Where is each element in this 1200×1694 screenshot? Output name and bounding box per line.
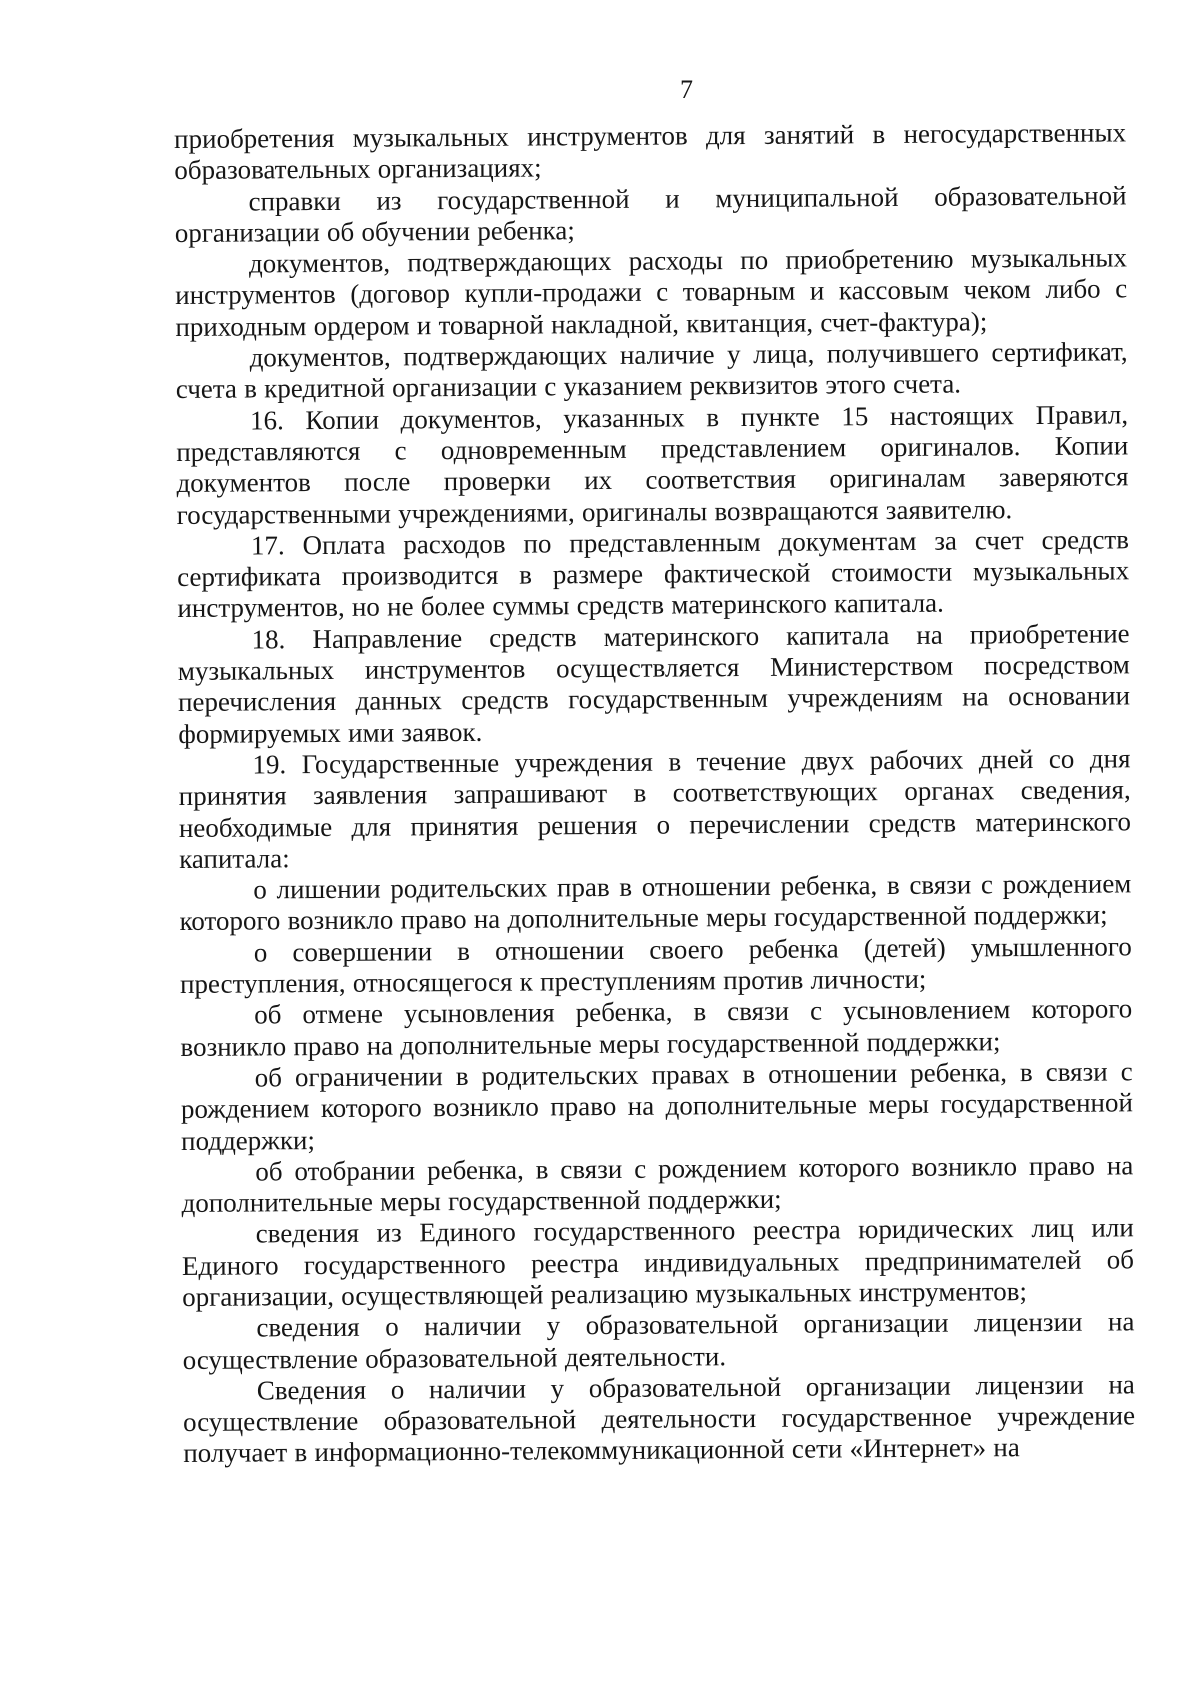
paragraph-license-information: сведения о наличии у образовательной организации лицензии на осуществление образовательной деятельности. — [182, 1306, 1135, 1375]
paragraph-bank-account-documents: документов, подтверждающих наличие у лица, получившего сертификат, счета в кредитной организации с указанием реквизитов этого счета. — [175, 336, 1128, 405]
paragraph-item-17: 17. Оплата расходов по представленным документам за счет средств сертификата производится в размере фактической стоимости музыкальных инструментов, но не более суммы средств материнского капитала. — [177, 524, 1130, 624]
paragraph-restriction-of-rights: об ограничении в родительских правах в отношении ребенка, в связи с рождением которого возникло право на дополнительные меры государственной поддержки; — [180, 1056, 1133, 1156]
page-number: 7 — [680, 75, 693, 104]
paragraph-expense-documents: документов, подтверждающих расходы по приобретению музыкальных инструментов (договор купли-продажи с товарным и кассовым чеком либо с приходным ордером и товарной накладной, квитанция, счет-фактура); — [175, 242, 1128, 342]
paragraph-deprivation-of-rights: о лишении родительских прав в отношении ребенка, в связи с рождением которого возникло право на дополнительные меры государственной поддержки; — [179, 868, 1132, 937]
paragraph-item-18: 18. Направление средств материнского капитала на приобретение музыкальных инструментов осуществляется Министерством посредством перечисления данных средств государственным учреждениям на основании формируемых ими заявок. — [177, 618, 1131, 749]
paragraph-child-removal: об отобрании ребенка, в связи с рождением которого возникло право на дополнительные меры государственной поддержки; — [181, 1150, 1134, 1219]
document-body — [174, 117, 1135, 1469]
paragraph-license-source: Сведения о наличии у образовательной организации лицензии на осуществление образовательной деятельности государственное учреждение получает в информационно-телекоммуникационной сети «Интернет» на — [182, 1369, 1136, 1469]
paragraph-registry-information: сведения из Единого государственного реестра юридических лиц или Единого государственного реестра индивидуальных предпринимателей об организации, осуществляющей реализацию музыкальных инструментов; — [181, 1212, 1135, 1312]
paragraph-crime-against-child: о совершении в отношении своего ребенка (детей) умышленного преступления, относящегося к преступлениям против личности; — [179, 931, 1132, 999]
paragraph-item-16: 16. Копии документов, указанных в пункте 15 настоящих Правил, представляются с одновременным представлением оригиналов. Копии документов после проверки их соответствия оригиналам заверяются государственными учреждениями, оригиналы возвращаются заявителю. — [176, 399, 1129, 530]
paragraph-certificate-of-study: справки из государственной и муниципальной образовательной организации об обучении ребенка; — [174, 179, 1127, 248]
paragraph-adoption-cancellation: об отмене усыновления ребенка, в связи с усыновлением которого возникло право на дополнительные меры государственной поддержки; — [180, 993, 1133, 1062]
paragraph-item-19: 19. Государственные учреждения в течение двух рабочих дней со дня принятия заявления запрашивают в соответствующих органах сведения, необходимые для принятия решения о перечислении средств материнского капитала: — [178, 743, 1131, 874]
paragraph-continuation: приобретения музыкальных инструментов для занятий в негосударственных образовательных организациях; — [174, 117, 1127, 186]
